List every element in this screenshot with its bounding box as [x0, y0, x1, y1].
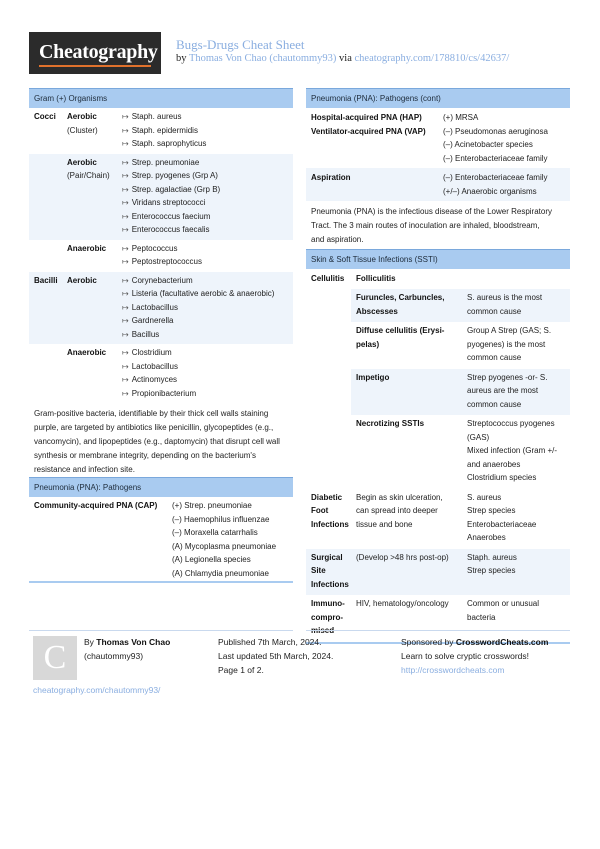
- organism-item: [122, 373, 177, 387]
- pna-note: [306, 201, 570, 251]
- infection-name: Necrotizing SSTIs: [356, 419, 425, 428]
- pathogen-item: (+/–) Anaerobic organisms: [443, 186, 537, 196]
- table-row: [306, 108, 570, 168]
- footer-handle: (chautommy93): [84, 651, 144, 661]
- organism-item: [122, 124, 198, 138]
- infection-pathogen: Staph. aureus: [467, 552, 517, 562]
- arrow-icon: ↦: [122, 348, 129, 357]
- pna-pathogens-header: Pneumonia (PNA): Pathogens: [29, 477, 293, 497]
- author-avatar[interactable]: C: [33, 636, 77, 680]
- infection-cause: Mixed infection (Gram +/-: [467, 446, 558, 455]
- infection-description: can spread into deeper: [356, 506, 438, 515]
- infection-description: HIV, hematology/oncology: [356, 599, 449, 608]
- arrow-icon: ↦: [122, 171, 129, 180]
- infection-cause: and anaerobes: [467, 459, 521, 469]
- organism-name: Staph. epidermidis: [131, 125, 198, 135]
- organism-item: [122, 301, 178, 315]
- sponsor-name: CrosswordCheats.com: [455, 637, 549, 647]
- note-line: vancomycin), and lipopeptides (e.g., daptomycin) that disrupt cell wall: [34, 437, 280, 446]
- subgroup-label: Anaerobic: [67, 243, 107, 253]
- page-title: Bugs-Drugs Cheat Sheet: [176, 37, 305, 52]
- infection-type: Immuno-: [311, 599, 345, 608]
- subgroup-label: Aerobic: [67, 275, 97, 285]
- infection-type: Surgical: [311, 552, 343, 562]
- arrow-icon: ↦: [122, 375, 129, 384]
- organism-item: [122, 387, 196, 401]
- updated-date: Last updated 5th March, 2024.: [218, 651, 334, 661]
- pathogen-item: (A) Mycoplasma pneumoniae: [172, 541, 277, 551]
- table-row: [306, 595, 570, 642]
- byline: [176, 53, 509, 64]
- arrow-icon: ↦: [122, 289, 129, 298]
- logo-text: Cheatography: [39, 41, 158, 63]
- infection-type: Diabetic: [311, 492, 343, 502]
- infection-cause: pyogenes) is the most: [467, 339, 546, 349]
- table-row: [351, 369, 570, 416]
- sponsor-tagline: Learn to solve cryptic crosswords!: [401, 651, 530, 661]
- footer-author: [84, 637, 170, 647]
- organism-item: [122, 274, 193, 288]
- logo-underline: [39, 65, 151, 67]
- table-row: [29, 344, 293, 403]
- organism-item: [122, 156, 199, 170]
- cap-row: [29, 497, 293, 581]
- author-profile-link[interactable]: cheatography.com/chautommy93/: [33, 685, 161, 695]
- arrow-icon: ↦: [122, 302, 129, 312]
- pna-cont-box: [306, 88, 570, 253]
- organism-name: Strep. pneumoniae: [131, 157, 200, 167]
- organism-item: [122, 196, 205, 210]
- table-row: [29, 272, 293, 345]
- footer-by: By: [84, 637, 94, 647]
- organism-name: Gardnerella: [131, 316, 174, 325]
- infection-type: Infections: [311, 519, 349, 529]
- organism-item: [122, 287, 274, 301]
- arrow-icon: ↦: [122, 361, 129, 371]
- organism-name: Peptococcus: [131, 243, 178, 253]
- infection-cause: Streptococcus pyogenes: [467, 419, 555, 428]
- arrow-icon: ↦: [122, 329, 129, 339]
- pathogen-item: (A) Legionella species: [172, 555, 251, 564]
- organism-item: [122, 346, 172, 360]
- table-row: [306, 168, 570, 201]
- arrow-icon: ↦: [122, 184, 129, 194]
- arrow-icon: ↦: [122, 316, 129, 325]
- table-row: [306, 549, 570, 596]
- organism-item: [122, 137, 206, 151]
- infection-cause: common cause: [467, 306, 522, 316]
- pathogen-item: (–) Haemophilus influenzae: [172, 514, 270, 524]
- infection-cause: Group A Strep (GAS; S.: [467, 326, 552, 335]
- subgroup-label: Aerobic: [67, 157, 97, 167]
- arrow-icon: ↦: [122, 139, 129, 148]
- gram-positive-header: Gram (+) Organisms: [29, 88, 293, 108]
- infection-name: Diffuse cellulitis (Erysi-: [356, 326, 445, 335]
- organism-name: Viridans streptococci: [131, 198, 206, 207]
- footer-author-name: Thomas Von Chao: [96, 637, 171, 647]
- subgroup-arrangement: (Cluster): [67, 125, 98, 135]
- note-line: and aspiration.: [311, 235, 364, 244]
- folliculitis-label: Folliculitis: [356, 274, 396, 283]
- organism-name: Peptostreptococcus: [131, 257, 202, 266]
- sheet-url-link[interactable]: cheatography.com/178810/cs/42637/: [354, 53, 510, 64]
- organism-item: [122, 169, 218, 183]
- pna-cont-header: Pneumonia (PNA): Pathogens (cont): [306, 88, 570, 108]
- organism-item: [122, 223, 210, 237]
- cellulitis-row: [306, 269, 570, 289]
- organism-name: Enterococcus faecalis: [131, 225, 210, 234]
- pathogen-item: (–) Acinetobacter species: [443, 140, 533, 149]
- pathogen-item: (+) Strep. pneumoniae: [172, 501, 252, 510]
- pna-type-label: Hospital-acquired PNA (HAP): [311, 113, 422, 122]
- infection-pathogen: Anaerobes: [467, 533, 506, 542]
- organism-item: [122, 328, 159, 342]
- arrow-icon: ↦: [122, 388, 129, 398]
- organism-name: Staph. saprophyticus: [131, 139, 207, 148]
- subgroup-label: Anaerobic: [67, 348, 107, 357]
- infection-name: Impetigo: [356, 372, 390, 382]
- infection-pathogen: S. aureus: [467, 492, 502, 502]
- organism-item: [122, 110, 182, 124]
- sponsor-line: [401, 637, 548, 647]
- table-row: [29, 240, 293, 272]
- infection-pathogen: Common or unusual: [467, 599, 540, 608]
- table-row: [351, 289, 570, 322]
- infection-cause: (GAS): [467, 432, 490, 442]
- cap-label: Community-acquired PNA (CAP): [34, 501, 158, 510]
- ssti-box: [306, 249, 570, 644]
- infection-pathogen: bacteria: [467, 612, 496, 622]
- table-row: [351, 322, 570, 369]
- organism-name: Propionibacterium: [131, 388, 197, 398]
- ssti-header: Skin & Soft Tissue Infections (SSTI): [306, 249, 570, 269]
- cheatography-logo[interactable]: [29, 32, 161, 74]
- table-row: [351, 415, 570, 489]
- note-line: Tract. The 3 main routes of inoculation are inhaled, bloodstream,: [311, 221, 540, 230]
- note-line: synthesis or membrane integrity, depending on the bacterium's: [34, 451, 256, 460]
- footer-rule-right: [306, 630, 570, 631]
- infection-name: pelas): [356, 339, 380, 349]
- infection-cause: common cause: [467, 399, 522, 409]
- infection-cause: Strep pyogenes -or- S.: [467, 372, 548, 382]
- organism-name: Staph. aureus: [131, 112, 182, 121]
- arrow-icon: ↦: [122, 112, 129, 121]
- by-prefix: by: [176, 53, 187, 64]
- arrow-icon: ↦: [122, 125, 129, 135]
- pathogen-item: (–) Pseudomonas aeruginosa: [443, 126, 548, 136]
- organism-name: Strep. pyogenes (Grp A): [131, 171, 218, 180]
- organism-name: Strep. agalactiae (Grp B): [131, 184, 221, 194]
- pathogen-item: (A) Chlamydia pneumoniae: [172, 568, 269, 578]
- infection-cause: S. aureus is the most: [467, 293, 543, 302]
- arrow-icon: ↦: [122, 211, 129, 221]
- infection-cause: aureus are the most: [467, 386, 539, 395]
- arrow-icon: ↦: [122, 243, 129, 253]
- infection-type: compro-: [311, 612, 343, 622]
- organism-name: Bacillus: [131, 329, 160, 339]
- infection-type: Foot: [311, 506, 329, 515]
- sponsor-link[interactable]: http://crosswordcheats.com: [401, 665, 505, 675]
- note-line: purple, are targeted by antibiotics like penicillin, glycopeptides (e.g.,: [34, 423, 274, 432]
- organism-item: [122, 314, 174, 328]
- organism-name: Clostridium: [131, 348, 172, 357]
- infection-pathogen: Strep species: [467, 506, 516, 515]
- footer-rule-left: [29, 630, 293, 631]
- pna-pathogens-box: [29, 477, 293, 583]
- pna-type-label: Ventilator-acquired PNA (VAP): [311, 126, 426, 136]
- page-number: Page 1 of 2.: [218, 665, 264, 675]
- table-row: [29, 154, 293, 240]
- infection-type: Site: [311, 566, 326, 575]
- gram-positive-box: [29, 88, 293, 483]
- subgroup-arrangement: (Pair/Chain): [67, 171, 110, 180]
- arrow-icon: ↦: [122, 198, 129, 207]
- infection-cause: Clostridium species: [467, 473, 537, 482]
- note-line: resistance and infection site.: [34, 465, 135, 474]
- arrow-icon: ↦: [122, 225, 129, 234]
- published-date: Published 7th March, 2024.: [218, 637, 322, 647]
- arrow-icon: ↦: [122, 257, 129, 266]
- sponsor-prefix: Sponsored by: [401, 637, 454, 647]
- arrow-icon: ↦: [122, 157, 129, 167]
- pathogen-item: (–) Enterobacteriaceae family: [443, 173, 548, 182]
- organism-name: Corynebacterium: [131, 275, 193, 285]
- infection-cause: common cause: [467, 353, 522, 362]
- group-label: Cocci: [34, 112, 56, 121]
- infection-pathogen: Enterobacteriaceae: [467, 519, 537, 529]
- pathogen-item: (–) Moraxella catarrhalis: [172, 528, 258, 537]
- subgroup-label: Aerobic: [67, 112, 97, 121]
- note-line: Gram-positive bacteria, identifiable by their thick cell walls staining: [34, 409, 269, 418]
- cellulitis-label: Cellulitis: [311, 274, 345, 283]
- table-row: [306, 489, 570, 549]
- organism-item: [122, 360, 178, 374]
- organism-item: [122, 210, 210, 224]
- infection-description: tissue and bone: [356, 519, 413, 529]
- organism-item: [122, 242, 178, 256]
- pna-type-label: Aspiration: [311, 173, 351, 182]
- note-line: Pneumonia (PNA) is the infectious disease of the Lower Respiratory: [311, 207, 553, 216]
- organism-name: Actinomyces: [131, 375, 178, 384]
- infection-type: Infections: [311, 579, 349, 589]
- infection-name: Abscesses: [356, 306, 398, 316]
- author-link[interactable]: Thomas Von Chao (chautommy93): [188, 53, 337, 64]
- group-label: Bacilli: [34, 275, 58, 285]
- infection-pathogen: Strep species: [467, 566, 516, 575]
- infection-description: (Develop >48 hrs post-op): [356, 552, 449, 562]
- pathogen-item: (+) MRSA: [443, 113, 479, 122]
- organism-item: [122, 255, 202, 269]
- organism-name: Lactobacillus: [131, 361, 178, 371]
- infection-name: Furuncles, Carbuncles,: [356, 293, 445, 302]
- gram-positive-note: [29, 403, 293, 481]
- organism-name: Enterococcus faecium: [131, 211, 211, 221]
- arrow-icon: ↦: [122, 275, 129, 285]
- pathogen-item: (–) Enterobacteriaceae family: [443, 153, 548, 163]
- table-row: [29, 108, 293, 154]
- organism-name: Lactobacillus: [131, 302, 178, 312]
- organism-item: [122, 183, 220, 197]
- organism-name: Listeria (facultative aerobic & anaerobic): [131, 289, 275, 298]
- infection-description: Begin as skin ulceration,: [356, 492, 443, 502]
- via-text: via: [339, 53, 352, 64]
